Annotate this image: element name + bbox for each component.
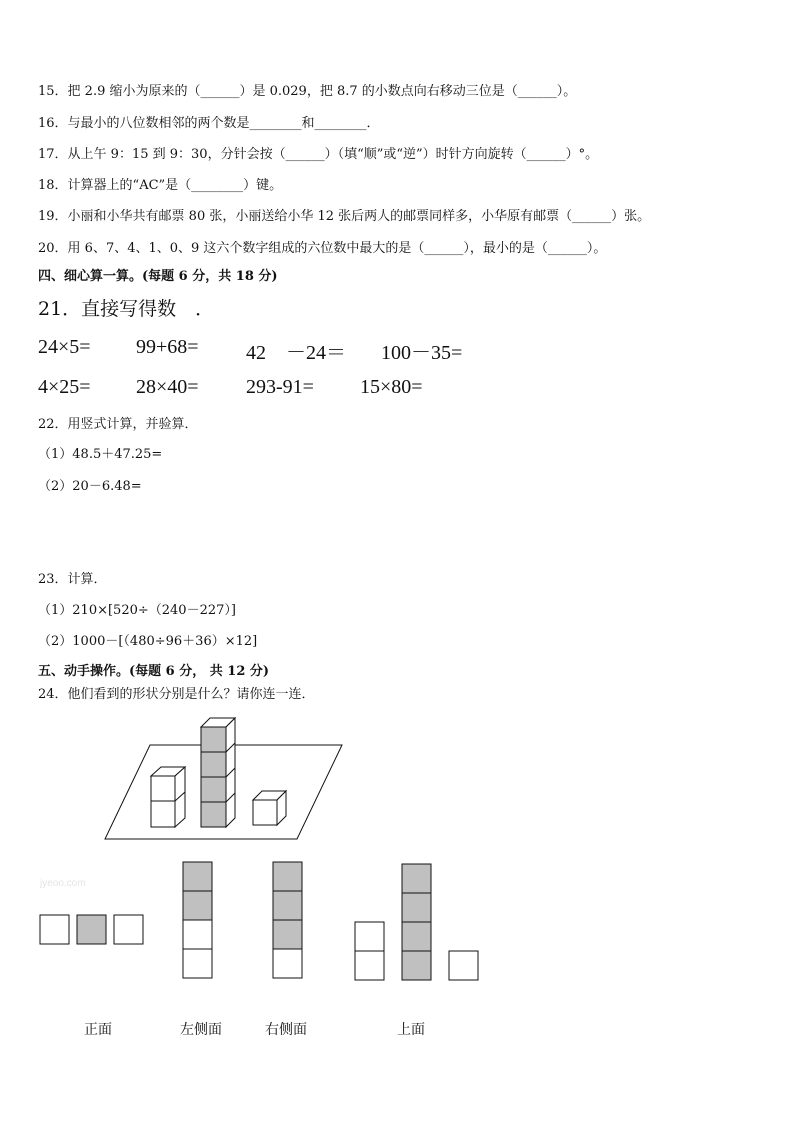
left-cube-stack <box>151 767 185 827</box>
calc-item: 42 －24＝ <box>246 342 346 364</box>
question-16: 16．与最小的八位数相邻的两个数是________和________． <box>38 116 380 131</box>
front-view-shape <box>40 915 143 944</box>
watermark: jyeoo.com <box>40 878 86 889</box>
question-24-title: 24．他们看到的形状分别是什么？请你连一连． <box>38 687 315 702</box>
question-23-title: 23．计算． <box>38 572 107 587</box>
left-side-view-shape <box>183 862 212 978</box>
label-top: 上面 <box>397 1022 425 1038</box>
calc-item: 293-91= <box>246 376 314 398</box>
label-left-side: 左侧面 <box>180 1022 222 1038</box>
section-5-heading: 五、动手操作。(每题 6 分， 共 12 分) <box>38 664 270 679</box>
calc-item: 100－35= <box>381 342 463 364</box>
right-side-view-shape <box>273 862 302 978</box>
question-18: 18．计算器上的“AC”是（________）键。 <box>38 178 283 193</box>
question-20: 20．用 6、7、4、1、0、9 这六个数字组成的六位数中最大的是（______），最小的是（______）。 <box>38 241 607 256</box>
calc-item: 15×80= <box>360 376 423 398</box>
question-22-title: 22．用竖式计算，并验算． <box>38 417 198 432</box>
question-15: 15．把 2.9 缩小为原来的（______）是 0.029，把 8.7 的小数点向右移动三位是（______）。 <box>38 84 577 99</box>
question-17: 17．从上午 9：15 到 9：30，分针会按（______）（填“顺”或“逆”）时针方向旋转（______）°。 <box>38 147 599 162</box>
single-cube <box>253 791 286 825</box>
top-view-shape <box>355 864 478 980</box>
question-22-item-2: （2）20－6.48= <box>38 479 142 494</box>
calc-item: 28×40= <box>136 376 199 398</box>
calc-item: 4×25= <box>38 376 91 398</box>
label-front: 正面 <box>84 1022 112 1038</box>
question-21-title: 21．直接写得数 ． <box>38 298 215 320</box>
question-19: 19．小丽和小华共有邮票 80 张，小丽送给小华 12 张后两人的邮票同样多，小华原有邮票（______）张。 <box>38 209 651 224</box>
label-right-side: 右侧面 <box>265 1022 307 1038</box>
question-23-item-1: （1）210×[520÷（240－227）] <box>38 603 236 618</box>
tall-cube-stack <box>201 718 235 827</box>
section-4-heading: 四、细心算一算。(每题 6 分，共 18 分) <box>38 269 278 284</box>
calc-item: 99+68= <box>136 336 199 358</box>
calc-item: 24×5= <box>38 336 91 358</box>
question-23-item-2: （2）1000－[（480÷96＋36）×12] <box>38 634 258 649</box>
question-22-item-1: （1）48.5＋47.25= <box>38 447 163 462</box>
